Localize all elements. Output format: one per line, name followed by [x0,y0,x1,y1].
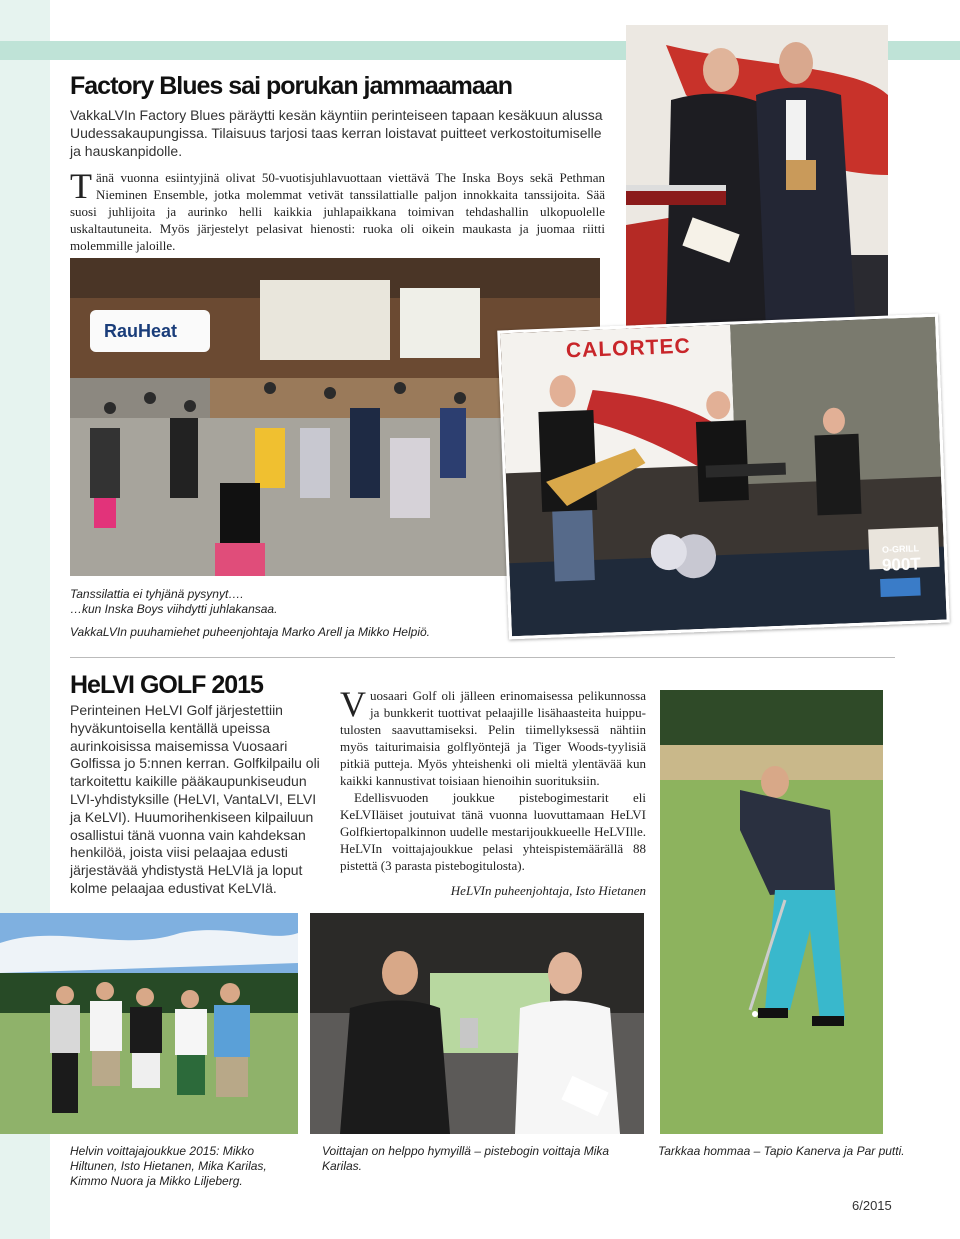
article1-body-text: änä vuonna esiintyjinä olivat 50-vuotisjuhlavuottaan viettävä The Inska Boys sekä Pethman Nieminen Ensemble, jotka molemmat vetivät tanssilattialle paljon innokkaita tanssijoita. Sää suosi juhlijoita ja aurinko helli kaikkia juhlapaikkana toimivan tehdashallin ulkopuolelle uskaltautuneita. Myös järjestelyt pelasivat hienosti: ruoka oli oikein maukasta ja juomaa riitti molemmille jaloille. [70,170,605,253]
photo-band [497,314,950,640]
article2-signature: HeLVIn puheenjohtaja, Isto Hietanen [450,883,646,898]
caption-putting: Tarkkaa hommaa – Tapio Kanerva ja Par putti. [658,1144,905,1158]
article2-title: HeLVI GOLF 2015 [70,671,263,699]
article1-lead: VakkaLVIn Factory Blues päräytti kesän käyntiin perinteiseen tapaan kesäkuun alussa Uudessakaupungissa. Tilaisuus tarjosi taas kerran loistavat puitteet verkostoitumiselle ja hauskanpidolle. [70,107,603,159]
article1-title: Factory Blues sai porukan jammaamaan [70,72,512,100]
article2-body [340,684,646,874]
caption-dance-1: Tanssilattia ei tyhjänä pysynyt…. [70,587,244,601]
caption-award: VakkaLVIn puuhamiehet puheenjohtaja Marko Arell ja Mikko Helpiö. [70,625,430,639]
photo-putting [660,690,883,1134]
caption-team: Helvin voittajajoukkue 2015: Mikko Hiltunen, Isto Hietanen, Mika Karilas, Kimmo Nuora ja Mikko Liljeberg. [70,1144,267,1188]
banner-ogrill: O-GRILL [881,543,920,555]
caption-trophy: Voittajan on helppo hymyillä – pistebogin voittaja Mika Karilas. [322,1144,610,1173]
article1-dropcap: T [70,166,92,206]
banner-calortec: CALORTEC [565,334,692,363]
article2-body-2: Edellisvuoden joukkue pistebogimestarit eli KeLVIläiset joutuivat tänä vuonna luovuttamaan HeLVI Golfkiertopalkinnon uudelle mestarijoukkueelle HeLVIlle. HeLVIn voittajajoukkue pelasi yhteispistemäärällä 88 pistettä (3 parasta pistebogitulosta). [340,790,646,873]
article2-body-text: uosaari Golf oli jälleen erinomaisessa pelikunnossa ja bunkkerit tuottivat pelaajille lisähaasteita huipputulosten saavuttamiseksi. Pelin tiimellyksessä nähtiin myös taiturimaisia golflyöntejä ja Tiger Woods-tyylisiä pitkiä putteja. Myös yhteishenki oli mieltä ylentävää kun kaikki kannustivat toisiaan hienoihin suorituksiin. [340,688,646,788]
page-number: 6/2015 [852,1198,892,1213]
photo-award [626,25,888,330]
banner-rauheat: RauHeat [104,321,178,341]
banner-ogrill-number: 900T [881,554,922,575]
caption-dance-2: …kun Inska Boys viihdytti juhlakansaa. [70,602,278,616]
article1-body [70,166,605,254]
article2-lead: Perinteinen HeLVI Golf järjestettiin hyväkuntoisella kentällä upeissa aurinkoisissa maisemissa Vuosaari Golfissa jo 5:nnen kerran. Golfkilpailu oli tarkoitettu kaikille pääkaupunkiseudun LVI-yhdistyksille (HeLVI, VantaLVI, ELVI ja KeLVI). Huumorihenkiseen kilpailuun osallistui tänä vuonna vain kahdeksan henkilöä, joista viisi pelaajaa edusti järjestävää yhdistystä HeLVIä ja loput kolme pelaajaa edustivat KeLVIä. [70,702,320,896]
photo-trophy [310,913,644,1134]
photo-team [0,913,298,1134]
section-divider [70,657,895,658]
article2-dropcap: V [340,684,366,724]
